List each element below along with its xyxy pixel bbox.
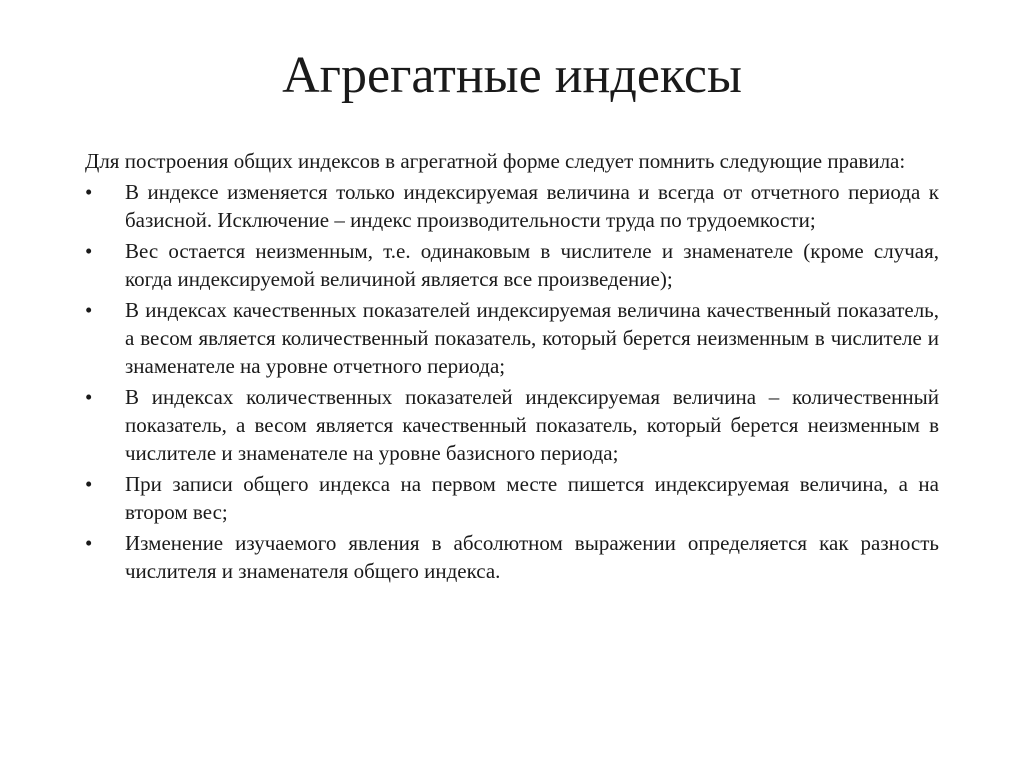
intro-text: Для построения общих индексов в агрегатной форме следует помнить следующие правила: xyxy=(85,149,906,173)
list-item xyxy=(85,383,939,467)
slide-title: Агрегатные индексы xyxy=(282,47,742,104)
list-item-text: При записи общего индекса на первом месте пишется индексируемая величина, а на втором вес; xyxy=(125,472,939,524)
bullet-marker: • xyxy=(85,180,93,204)
list-item xyxy=(85,178,939,234)
list-item xyxy=(85,470,939,526)
bullet-marker: • xyxy=(85,472,93,496)
rules-list xyxy=(85,178,939,585)
list-item-text: В индексе изменяется только индексируемая величина и всегда от отчетного периода к базисной. Исключение – индекс производительности труда по трудоемкости; xyxy=(125,180,939,232)
bullet-marker: • xyxy=(85,239,93,263)
list-item-text: В индексах количественных показателей индексируемая величина – количественный показатель, а весом является качественный показатель, который берется неизменным в числителе и знаменателе на уровне базисного периода; xyxy=(125,385,939,465)
bullet-marker: • xyxy=(85,385,93,409)
bullet-marker: • xyxy=(85,531,93,555)
list-item xyxy=(85,237,939,293)
list-item-text: Изменение изучаемого явления в абсолютном выражении определяется как разность числителя и знаменателя общего индекса. xyxy=(125,531,939,583)
slide-body xyxy=(85,147,939,585)
bullet-marker: • xyxy=(85,298,93,322)
list-item xyxy=(85,529,939,585)
list-item-text: Вес остается неизменным, т.е. одинаковым в числителе и знаменателе (кроме случая, когда индексируемой величиной является все произведение); xyxy=(125,239,939,291)
list-item-text: В индексах качественных показателей индексируемая величина качественный показатель, а весом является количественный показатель, который берется неизменным в числителе и знаменателе на уровне отчетного периода; xyxy=(125,298,939,378)
list-item xyxy=(85,296,939,380)
